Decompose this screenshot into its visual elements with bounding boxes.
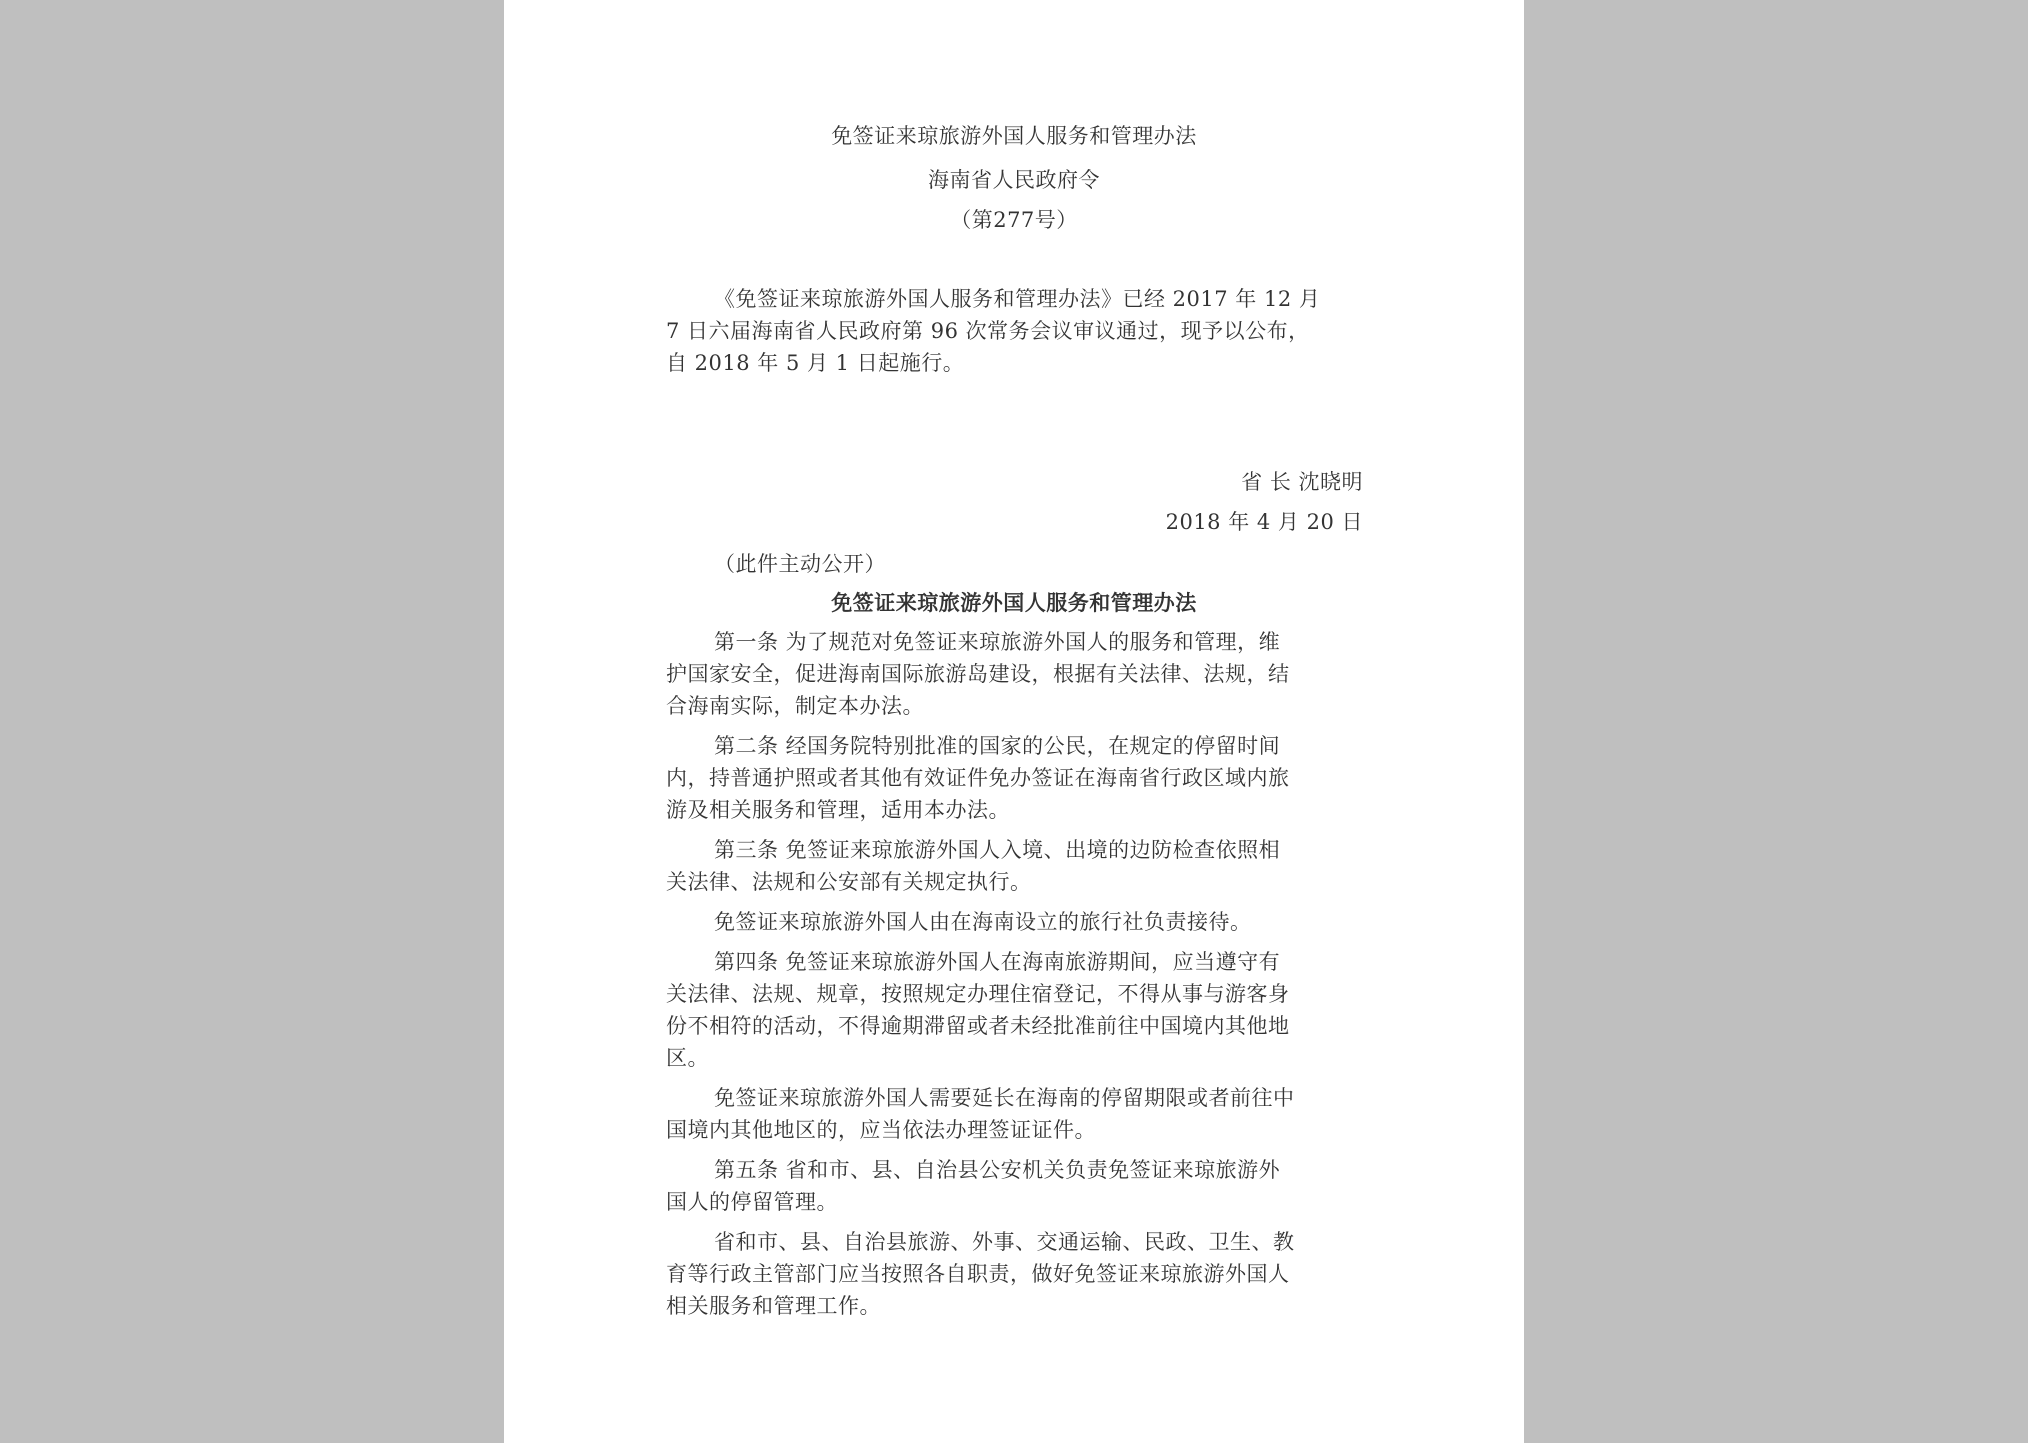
- document-page: [504, 0, 1524, 1443]
- article-line: 第三条 免签证来琼旅游外国人入境、出境的边防检查依照相: [714, 838, 1281, 862]
- article-line: 第五条 省和市、县、自治县公安机关负责免签证来琼旅游外: [714, 1158, 1281, 1182]
- article-line: 第四条 免签证来琼旅游外国人在海南旅游期间，应当遵守有: [714, 950, 1281, 974]
- issuer-line: 海南省人民政府令: [928, 168, 1100, 192]
- article-line: 护国家安全，促进海南国际旅游岛建设，根据有关法律、法规，结: [666, 662, 1290, 686]
- preamble-line: 《免签证来琼旅游外国人服务和管理办法》已经 2017 年 12 月: [714, 287, 1321, 311]
- article-line: 游及相关服务和管理，适用本办法。: [666, 798, 1010, 822]
- article-line: 合海南实际，制定本办法。: [666, 694, 924, 718]
- disclosure-note: （此件主动公开）: [714, 552, 886, 576]
- article-line: 国境内其他地区的，应当依法办理签证证件。: [666, 1118, 1096, 1142]
- document-title: 免签证来琼旅游外国人服务和管理办法: [831, 124, 1197, 148]
- article-line: 育等行政主管部门应当按照各自职责，做好免签证来琼旅游外国人: [666, 1262, 1290, 1286]
- preamble-line: 自 2018 年 5 月 1 日起施行。: [666, 351, 965, 375]
- preamble-line: 7 日六届海南省人民政府第 96 次常务会议审议通过，现予以公布，: [666, 319, 1310, 343]
- article-line: 第一条 为了规范对免签证来琼旅游外国人的服务和管理，维: [714, 630, 1281, 654]
- order-number: （第277号）: [950, 208, 1078, 232]
- article-line: 内，持普通护照或者其他有效证件免办签证在海南省行政区域内旅: [666, 766, 1290, 790]
- article-line: 免签证来琼旅游外国人由在海南设立的旅行社负责接待。: [714, 910, 1252, 934]
- article-line: 关法律、法规和公安部有关规定执行。: [666, 870, 1032, 894]
- article-line: 份不相符的活动，不得逾期滞留或者未经批准前往中国境内其他地: [666, 1014, 1290, 1038]
- signature-date: 2018 年 4 月 20 日: [1165, 510, 1363, 534]
- article-line: 区。: [666, 1046, 709, 1070]
- article-line: 国人的停留管理。: [666, 1190, 838, 1214]
- article-line: 省和市、县、自治县旅游、外事、交通运输、民政、卫生、教: [714, 1230, 1295, 1254]
- article-line: 关法律、法规、规章，按照规定办理住宿登记，不得从事与游客身: [666, 982, 1290, 1006]
- body-title: 免签证来琼旅游外国人服务和管理办法: [831, 590, 1197, 615]
- article-line: 免签证来琼旅游外国人需要延长在海南的停留期限或者前往中: [714, 1086, 1295, 1110]
- article-line: 第二条 经国务院特别批准的国家的公民，在规定的停留时间: [714, 734, 1281, 758]
- signature-title: 省 长 沈晓明: [1241, 470, 1363, 494]
- article-line: 相关服务和管理工作。: [666, 1294, 881, 1318]
